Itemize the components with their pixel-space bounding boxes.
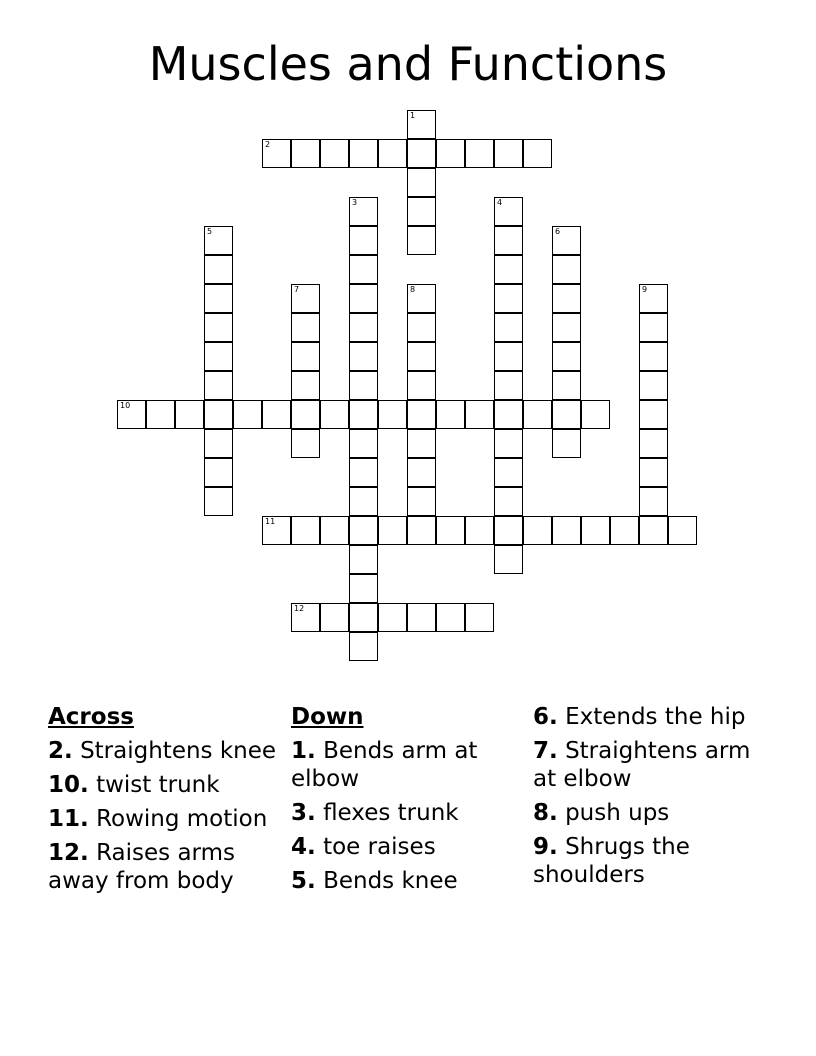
grid-cell[interactable] [639, 400, 668, 429]
down-heading: Down [291, 704, 364, 730]
grid-cell[interactable] [552, 516, 581, 545]
clue-number: 8 [410, 285, 416, 294]
grid-cell[interactable] [552, 255, 581, 284]
grid-cell[interactable] [494, 429, 523, 458]
grid-cell[interactable] [291, 342, 320, 371]
grid-cell[interactable] [494, 313, 523, 342]
grid-cell[interactable] [204, 342, 233, 371]
grid-cell[interactable] [407, 110, 436, 139]
grid-cell[interactable] [552, 284, 581, 313]
across-clues [48, 703, 278, 901]
clue-down-9: 9. Shrugs the shoulders [533, 834, 690, 888]
grid-cell[interactable] [204, 487, 233, 516]
grid-cell[interactable] [407, 400, 436, 429]
grid-cell[interactable] [494, 545, 523, 574]
page-title: Muscles and Functions [148, 37, 668, 91]
grid-cell[interactable] [494, 487, 523, 516]
grid-cell[interactable] [378, 516, 407, 545]
clue-down-6: 6. Extends the hip [533, 704, 746, 730]
grid-cell[interactable] [552, 400, 581, 429]
grid-cell[interactable] [204, 284, 233, 313]
grid-cell[interactable] [494, 400, 523, 429]
clue-number: 3 [352, 198, 358, 207]
down-clues-continued [533, 703, 753, 895]
clue-number: 6 [555, 227, 561, 236]
grid-cell[interactable] [436, 400, 465, 429]
grid-cell[interactable] [349, 458, 378, 487]
grid-cell[interactable] [349, 139, 378, 168]
grid-cell[interactable] [291, 400, 320, 429]
grid-cell[interactable] [581, 400, 610, 429]
grid-cell[interactable] [204, 429, 233, 458]
grid-cell[interactable] [291, 429, 320, 458]
grid-cell[interactable] [291, 603, 320, 632]
clue-down-3: 3. flexes trunk [291, 800, 459, 826]
grid-cell[interactable] [436, 139, 465, 168]
clue-down-1: 1. Bends arm at elbow [291, 738, 478, 792]
grid-cell[interactable] [262, 516, 291, 545]
grid-cell[interactable] [523, 400, 552, 429]
grid-cell[interactable] [349, 487, 378, 516]
clue-down-4: 4. toe raises [291, 834, 436, 860]
grid-cell[interactable] [494, 458, 523, 487]
grid-cell[interactable] [291, 139, 320, 168]
clue-number: 10 [120, 401, 131, 410]
grid-cell[interactable] [407, 458, 436, 487]
grid-cell[interactable] [320, 400, 349, 429]
grid-cell[interactable] [204, 400, 233, 429]
grid-cell[interactable] [407, 603, 436, 632]
grid-cell[interactable] [320, 603, 349, 632]
grid-cell[interactable] [378, 139, 407, 168]
grid-cell[interactable] [465, 516, 494, 545]
grid-cell[interactable] [204, 226, 233, 255]
grid-cell[interactable] [436, 603, 465, 632]
grid-cell[interactable] [349, 342, 378, 371]
grid-cell[interactable] [465, 603, 494, 632]
clue-across-12: 12. Raises arms away from body [48, 840, 235, 894]
grid-cell[interactable] [291, 371, 320, 400]
grid-cell[interactable] [407, 429, 436, 458]
clue-across-11: 11. Rowing motion [48, 806, 268, 832]
across-heading: Across [48, 704, 134, 730]
grid-cell[interactable] [465, 400, 494, 429]
grid-cell[interactable] [349, 516, 378, 545]
clue-number: 11 [265, 517, 276, 526]
clue-across-10: 10. twist trunk [48, 772, 220, 798]
grid-cell[interactable] [407, 284, 436, 313]
grid-cell[interactable] [610, 516, 639, 545]
grid-cell[interactable] [291, 284, 320, 313]
grid-cell[interactable] [639, 371, 668, 400]
grid-cell[interactable] [552, 342, 581, 371]
grid-cell[interactable] [349, 313, 378, 342]
grid-cell[interactable] [349, 371, 378, 400]
grid-cell[interactable] [639, 458, 668, 487]
clue-number: 9 [642, 285, 648, 294]
grid-cell[interactable] [465, 139, 494, 168]
grid-cell[interactable] [117, 400, 146, 429]
grid-cell[interactable] [233, 400, 262, 429]
grid-cell[interactable] [349, 545, 378, 574]
grid-cell[interactable] [494, 226, 523, 255]
grid-cell[interactable] [494, 255, 523, 284]
clue-down-7: 7. Straightens arm at elbow [533, 738, 751, 792]
grid-cell[interactable] [668, 516, 697, 545]
grid-cell[interactable] [639, 284, 668, 313]
grid-cell[interactable] [349, 429, 378, 458]
grid-cell[interactable] [320, 139, 349, 168]
grid-cell[interactable] [639, 516, 668, 545]
grid-cell[interactable] [494, 371, 523, 400]
grid-cell[interactable] [407, 139, 436, 168]
grid-cell[interactable] [349, 574, 378, 603]
grid-cell[interactable] [349, 284, 378, 313]
grid-cell[interactable] [175, 400, 204, 429]
clue-number: 4 [497, 198, 503, 207]
grid-cell[interactable] [552, 429, 581, 458]
grid-cell[interactable] [204, 371, 233, 400]
grid-cell[interactable] [204, 313, 233, 342]
grid-cell[interactable] [494, 139, 523, 168]
grid-cell[interactable] [378, 400, 407, 429]
grid-cell[interactable] [581, 516, 610, 545]
grid-cell[interactable] [349, 226, 378, 255]
grid-cell[interactable] [146, 400, 175, 429]
grid-cell[interactable] [523, 139, 552, 168]
grid-cell[interactable] [407, 226, 436, 255]
clue-number: 7 [294, 285, 300, 294]
grid-cell[interactable] [407, 487, 436, 516]
clue-down-8: 8. push ups [533, 800, 670, 826]
grid-cell[interactable] [378, 603, 407, 632]
grid-cell[interactable] [407, 342, 436, 371]
grid-cell[interactable] [349, 400, 378, 429]
down-clues [291, 703, 521, 901]
clue-number: 2 [265, 140, 271, 149]
grid-cell[interactable] [494, 284, 523, 313]
grid-cell[interactable] [349, 197, 378, 226]
grid-cell[interactable] [291, 313, 320, 342]
grid-cell[interactable] [639, 429, 668, 458]
grid-cell[interactable] [552, 226, 581, 255]
grid-cell[interactable] [523, 516, 552, 545]
clue-number: 5 [207, 227, 213, 236]
grid-cell[interactable] [204, 458, 233, 487]
grid-cell[interactable] [407, 313, 436, 342]
clue-number: 12 [294, 604, 305, 613]
grid-cell[interactable] [436, 516, 465, 545]
grid-cell[interactable] [349, 255, 378, 284]
grid-cell[interactable] [407, 197, 436, 226]
grid-cell[interactable] [494, 342, 523, 371]
grid-cell[interactable] [407, 516, 436, 545]
grid-cell[interactable] [639, 487, 668, 516]
grid-cell[interactable] [639, 313, 668, 342]
grid-cell[interactable] [494, 516, 523, 545]
grid-cell[interactable] [494, 197, 523, 226]
grid-cell[interactable] [349, 632, 378, 661]
grid-cell[interactable] [291, 516, 320, 545]
clue-down-5: 5. Bends knee [291, 868, 458, 894]
grid-cell[interactable] [204, 255, 233, 284]
grid-cell[interactable] [349, 603, 378, 632]
clue-number: 1 [410, 111, 416, 120]
grid-cell[interactable] [262, 400, 291, 429]
clue-across-2: 2. Straightens knee [48, 738, 277, 764]
grid-cell[interactable] [407, 371, 436, 400]
grid-cell[interactable] [552, 313, 581, 342]
grid-cell[interactable] [639, 342, 668, 371]
grid-cell[interactable] [407, 168, 436, 197]
grid-cell[interactable] [320, 516, 349, 545]
grid-cell[interactable] [262, 139, 291, 168]
grid-cell[interactable] [552, 371, 581, 400]
